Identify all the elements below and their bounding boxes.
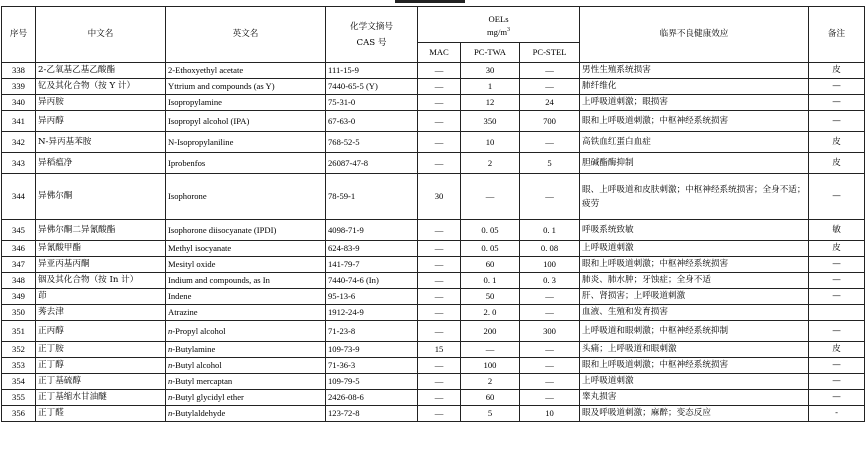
cell-no: 342: [2, 132, 36, 153]
cell-effect: 眼及呼吸道刺激；麻醉；变态反应: [580, 406, 809, 422]
cell-pcstel: —: [520, 63, 580, 79]
cell-cn: 钇及其化合物（按 Y 计）: [36, 79, 166, 95]
cell-effect: 眼和上呼吸道刺激；中枢神经系统损害: [580, 257, 809, 273]
cell-pctwa: —: [461, 342, 520, 358]
header-oels: [418, 7, 580, 43]
cell-cn: 正丁胺: [36, 342, 166, 358]
cell-en-text: Isophorone: [168, 191, 207, 201]
cell-no: 356: [2, 406, 36, 422]
cell-cn: 铟及其化合物（按 In 计）: [36, 273, 166, 289]
cell-cas: 71-23-8: [326, 321, 418, 342]
cell-en-text: 2-Ethoxyethyl acetate: [168, 65, 244, 75]
cell-en-text: Atrazine: [168, 307, 198, 317]
cell-effect: 上呼吸道刺激；眼损害: [580, 95, 809, 111]
cell-no: 341: [2, 111, 36, 132]
cell-pctwa: 50: [461, 289, 520, 305]
cell-pctwa: 2: [461, 153, 520, 174]
cell-note: —: [809, 289, 865, 305]
table-row: [2, 273, 865, 289]
cell-cn: 正丁基硫醇: [36, 374, 166, 390]
cell-pcstel: 10: [520, 406, 580, 422]
cell-note: 敏: [809, 220, 865, 241]
table-row: [2, 220, 865, 241]
cell-en-text: -Propyl alcohol: [172, 325, 226, 336]
cell-mac: —: [418, 358, 461, 374]
cell-no: 350: [2, 305, 36, 321]
cell-mac: 15: [418, 342, 461, 358]
cell-pctwa: —: [461, 174, 520, 220]
cell-cas: 7440-74-6 (In): [326, 273, 418, 289]
cell-en: [166, 289, 326, 305]
cell-en: [166, 406, 326, 422]
cell-pcstel: 5: [520, 153, 580, 174]
cell-cn: 2-乙氧基乙基乙酸酯: [36, 63, 166, 79]
cell-note: —: [809, 79, 865, 95]
cell-note: —: [809, 374, 865, 390]
table-row: [2, 321, 865, 342]
cell-en-prefix: n: [168, 392, 173, 402]
cell-no: 352: [2, 342, 36, 358]
cell-mac: —: [418, 95, 461, 111]
cell-en: [166, 305, 326, 321]
cell-en: [166, 63, 326, 79]
cell-mac: —: [418, 273, 461, 289]
cell-mac: —: [418, 305, 461, 321]
table-row: [2, 358, 865, 374]
cell-mac: —: [418, 374, 461, 390]
cell-pctwa: 2: [461, 374, 520, 390]
cell-cn: 正丙醇: [36, 321, 166, 342]
cell-no: 339: [2, 79, 36, 95]
cell-cas: 624-83-9: [326, 241, 418, 257]
cell-pcstel: 24: [520, 95, 580, 111]
cell-effect: 睾丸损害: [580, 390, 809, 406]
cell-en-text: Methyl isocyanate: [168, 243, 232, 253]
header-pctwa: PC-TWA: [461, 43, 520, 63]
cell-cas: 111-15-9: [326, 63, 418, 79]
cell-cn: 莠去津: [36, 305, 166, 321]
cell-note: -: [809, 406, 865, 422]
cell-cn: 异丙醇: [36, 111, 166, 132]
cell-cn: 正丁醛: [36, 406, 166, 422]
cell-pctwa: 0. 1: [461, 273, 520, 289]
header-cas-line1: 化学文摘号: [350, 21, 393, 32]
cell-en-prefix: n: [168, 325, 173, 336]
cell-effect: 眼和上呼吸道刺激；中枢神经系统损害: [580, 358, 809, 374]
cell-no: 344: [2, 174, 36, 220]
table-row: [2, 390, 865, 406]
cell-pctwa: 2. 0: [461, 305, 520, 321]
header-cn: 中文名: [36, 7, 166, 63]
cell-cas: 123-72-8: [326, 406, 418, 422]
cell-en-text: Indium and compounds, as In: [168, 275, 270, 285]
header-cas: [326, 7, 418, 63]
header-mac: MAC: [418, 43, 461, 63]
header-cas-line2: CAS 号: [356, 37, 387, 48]
cell-effect: 肺纤维化: [580, 79, 809, 95]
cell-en: [166, 220, 326, 241]
cell-en-text: Yttrium and compounds (as Y): [168, 81, 275, 91]
header-oels-title: OELs: [488, 13, 509, 24]
cell-cas: 1912-24-9: [326, 305, 418, 321]
cell-pctwa: 12: [461, 95, 520, 111]
cell-mac: —: [418, 153, 461, 174]
cell-cas: 71-36-3: [326, 358, 418, 374]
cell-en: [166, 358, 326, 374]
cell-pctwa: 30: [461, 63, 520, 79]
cell-no: 346: [2, 241, 36, 257]
cell-en-text: -Butylamine: [172, 344, 216, 354]
cell-cas: 78-59-1: [326, 174, 418, 220]
cell-no: 345: [2, 220, 36, 241]
cell-note: —: [809, 174, 865, 220]
cell-no: 340: [2, 95, 36, 111]
cell-pcstel: 0. 3: [520, 273, 580, 289]
cell-no: 351: [2, 321, 36, 342]
cell-effect: 上呼吸道和眼刺激；中枢神经系统抑制: [580, 321, 809, 342]
cell-pcstel: —: [520, 390, 580, 406]
table-row: [2, 257, 865, 273]
cell-mac: —: [418, 63, 461, 79]
cell-cas: 141-79-7: [326, 257, 418, 273]
cell-pctwa: 10: [461, 132, 520, 153]
cell-pctwa: 60: [461, 390, 520, 406]
cell-en-text: Iprobenfos: [168, 157, 206, 168]
cell-en: [166, 390, 326, 406]
cell-cas: 26087-47-8: [326, 153, 418, 174]
cell-en: [166, 111, 326, 132]
cell-note: —: [809, 111, 865, 132]
cell-pctwa: 60: [461, 257, 520, 273]
cell-cn: 异佛尔酮: [36, 174, 166, 220]
cell-en: [166, 95, 326, 111]
table-header: [2, 7, 865, 63]
cell-mac: —: [418, 289, 461, 305]
cell-en-prefix: n: [168, 360, 173, 370]
cell-note: —: [809, 321, 865, 342]
cell-no: 343: [2, 153, 36, 174]
cell-pctwa: 0. 05: [461, 220, 520, 241]
oels-table: [1, 6, 865, 422]
cell-effect: 呼吸系统致敏: [580, 220, 809, 241]
cell-en-text: -Butyl alcohol: [172, 360, 222, 370]
cell-note: —: [809, 273, 865, 289]
cell-en-text: Mesityl oxide: [168, 259, 216, 269]
table-row: [2, 406, 865, 422]
table-row: [2, 63, 865, 79]
table-row: [2, 374, 865, 390]
cell-cn: 正丁醇: [36, 358, 166, 374]
cell-en: [166, 79, 326, 95]
cell-effect: 胆碱酯酶抑制: [580, 153, 809, 174]
cell-cn: 异氰酸甲酯: [36, 241, 166, 257]
cell-note: 皮: [809, 153, 865, 174]
cell-cas: 75-31-0: [326, 95, 418, 111]
cell-cas: 109-79-5: [326, 374, 418, 390]
cell-pctwa: 0. 05: [461, 241, 520, 257]
cell-no: 348: [2, 273, 36, 289]
cell-pcstel: 100: [520, 257, 580, 273]
cell-en: [166, 257, 326, 273]
cell-en-text: -Butylaldehyde: [172, 408, 226, 418]
cell-effect: 肺炎、肺水肿；牙蚀症；全身不适: [580, 273, 809, 289]
table-body: [2, 63, 865, 422]
cell-note: —: [809, 257, 865, 273]
cell-pcstel: —: [520, 342, 580, 358]
cell-mac: —: [418, 406, 461, 422]
cell-effect: 上呼吸道刺激: [580, 241, 809, 257]
cell-cas: 109-73-9: [326, 342, 418, 358]
cell-note: [809, 305, 865, 321]
cell-mac: —: [418, 257, 461, 273]
cell-pcstel: —: [520, 174, 580, 220]
cell-pcstel: —: [520, 305, 580, 321]
table-row: [2, 342, 865, 358]
cell-en-text: -Butyl mercaptan: [172, 376, 233, 386]
cell-en: [166, 273, 326, 289]
cell-mac: —: [418, 220, 461, 241]
cell-en-text: -Butyl glycidyl ether: [172, 392, 244, 402]
cell-en-prefix: n: [168, 344, 173, 354]
cell-note: —: [809, 390, 865, 406]
cell-no: 338: [2, 63, 36, 79]
cell-pcstel: 700: [520, 111, 580, 132]
header-pcstel: PC-STEL: [520, 43, 580, 63]
header-no: 序号: [2, 7, 36, 63]
cell-note: —: [809, 95, 865, 111]
cell-cas: 2426-08-6: [326, 390, 418, 406]
cell-cn: 异亚丙基丙酮: [36, 257, 166, 273]
cell-en-text: N-Isopropylaniline: [168, 136, 234, 147]
cell-pcstel: —: [520, 132, 580, 153]
cell-cn: 异佛尔酮二异氰酸酯: [36, 220, 166, 241]
cell-effect: 男性生殖系统损害: [580, 63, 809, 79]
table-row: [2, 153, 865, 174]
cell-pctwa: 1: [461, 79, 520, 95]
cell-pctwa: 100: [461, 358, 520, 374]
cell-cas: 67-63-0: [326, 111, 418, 132]
cell-mac: —: [418, 79, 461, 95]
cell-note: 皮: [809, 132, 865, 153]
cell-cas: 95-13-6: [326, 289, 418, 305]
cell-no: 349: [2, 289, 36, 305]
cell-no: 353: [2, 358, 36, 374]
cell-en-text: Indene: [168, 291, 192, 301]
cell-pcstel: —: [520, 79, 580, 95]
cell-effect: 头痛；上呼吸道和眼刺激: [580, 342, 809, 358]
cell-pctwa: 200: [461, 321, 520, 342]
cell-note: 皮: [809, 241, 865, 257]
cell-en: [166, 174, 326, 220]
cell-effect: 上呼吸道刺激: [580, 374, 809, 390]
cell-effect: 高铁血红蛋白血症: [580, 132, 809, 153]
cell-effect: 肝、肾损害；上呼吸道刺激: [580, 289, 809, 305]
cell-en-prefix: n: [168, 408, 173, 418]
cell-en-prefix: n: [168, 376, 173, 386]
cell-en-text: Isopropylamine: [168, 97, 222, 107]
cell-effect: 眼、上呼吸道和皮肤刺激；中枢神经系统损害；全身不适；疲劳: [580, 174, 809, 220]
cell-no: 355: [2, 390, 36, 406]
cell-effect: 血液、生殖和发育损害: [580, 305, 809, 321]
cell-no: 347: [2, 257, 36, 273]
table-row: [2, 111, 865, 132]
cell-en: [166, 342, 326, 358]
cell-cas: 4098-71-9: [326, 220, 418, 241]
cell-mac: —: [418, 321, 461, 342]
cell-en-text: Isophorone diisocyanate (IPDI): [168, 224, 277, 235]
cell-mac: —: [418, 132, 461, 153]
header-effect: 临界不良健康效应: [580, 7, 809, 63]
cell-note: —: [809, 358, 865, 374]
cell-pcstel: 0. 1: [520, 220, 580, 241]
cell-en: [166, 321, 326, 342]
cell-cn: 正丁基缩水甘油醚: [36, 390, 166, 406]
table-row: [2, 289, 865, 305]
cell-en: [166, 153, 326, 174]
cell-mac: —: [418, 390, 461, 406]
cell-cas: 768-52-5: [326, 132, 418, 153]
cell-note: 皮: [809, 63, 865, 79]
cell-cas: 7440-65-5 (Y): [326, 79, 418, 95]
table-row: [2, 241, 865, 257]
table-row: [2, 79, 865, 95]
table-row: [2, 305, 865, 321]
header-note: 备注: [809, 7, 865, 63]
cell-note: 皮: [809, 342, 865, 358]
cell-pcstel: 0. 08: [520, 241, 580, 257]
cell-pctwa: 5: [461, 406, 520, 422]
table-row: [2, 132, 865, 153]
cell-en: [166, 374, 326, 390]
table-row: [2, 95, 865, 111]
cell-en: [166, 241, 326, 257]
cell-cn: N-异丙基苯胺: [36, 132, 166, 153]
cell-mac: —: [418, 241, 461, 257]
cell-mac: 30: [418, 174, 461, 220]
cell-pcstel: 300: [520, 321, 580, 342]
cell-en: [166, 132, 326, 153]
cell-cn: 异稻瘟净: [36, 153, 166, 174]
header-en: 英文名: [166, 7, 326, 63]
cell-mac: —: [418, 111, 461, 132]
table-row: [2, 174, 865, 220]
cell-pcstel: —: [520, 289, 580, 305]
cell-pctwa: 350: [461, 111, 520, 132]
cell-effect: 眼和上呼吸道刺激；中枢神经系统损害: [580, 111, 809, 132]
header-oels-unit: $mg/m^3$: [486, 26, 511, 37]
cell-cn: 茚: [36, 289, 166, 305]
cell-pcstel: —: [520, 374, 580, 390]
cell-en-text: Isopropyl alcohol (IPA): [168, 115, 250, 126]
cell-cn: 异丙胺: [36, 95, 166, 111]
cell-no: 354: [2, 374, 36, 390]
cell-pcstel: —: [520, 358, 580, 374]
